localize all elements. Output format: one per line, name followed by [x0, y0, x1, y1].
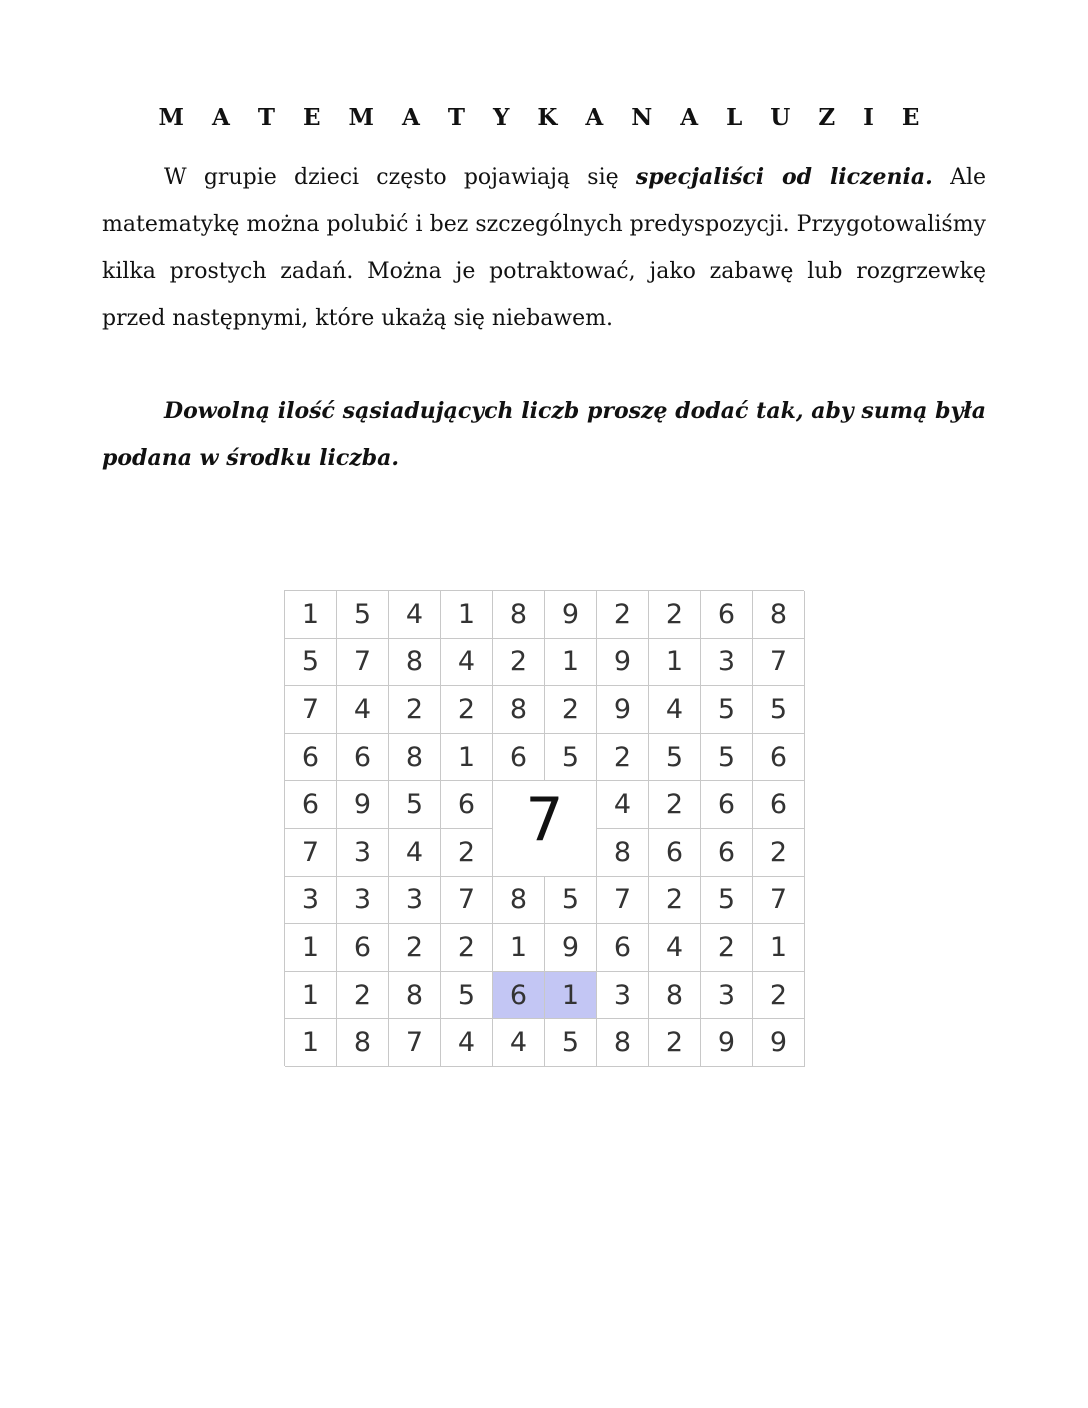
grid-cell[interactable]: 6 [701, 591, 753, 639]
grid-cell[interactable]: 4 [493, 1019, 545, 1067]
grid-cell[interactable]: 8 [389, 972, 441, 1020]
grid-cell[interactable]: 5 [753, 686, 805, 734]
grid-cell[interactable]: 3 [337, 829, 389, 877]
grid-cell[interactable]: 1 [545, 639, 597, 687]
grid-cell[interactable]: 7 [285, 829, 337, 877]
grid-cell[interactable]: 6 [649, 829, 701, 877]
grid-cell[interactable]: 6 [493, 972, 545, 1020]
grid-cell[interactable]: 8 [389, 734, 441, 782]
grid-cell[interactable]: 5 [285, 639, 337, 687]
grid-cell[interactable]: 6 [441, 781, 493, 829]
intro-paragraph [102, 154, 986, 342]
grid-cell[interactable]: 5 [441, 972, 493, 1020]
grid-cell[interactable]: 1 [753, 924, 805, 972]
grid-cell[interactable]: 4 [649, 686, 701, 734]
grid-cell[interactable]: 2 [649, 591, 701, 639]
grid-cell[interactable]: 4 [441, 1019, 493, 1067]
grid-cell[interactable]: 9 [701, 1019, 753, 1067]
grid-cell[interactable]: 8 [493, 686, 545, 734]
grid-cell[interactable]: 6 [493, 734, 545, 782]
grid-cell[interactable]: 1 [285, 1019, 337, 1067]
instruction-paragraph [102, 388, 986, 482]
grid-cell[interactable]: 4 [337, 686, 389, 734]
grid-cell[interactable]: 2 [649, 877, 701, 925]
grid-cell[interactable]: 9 [753, 1019, 805, 1067]
grid-cell[interactable]: 5 [389, 781, 441, 829]
grid-cell[interactable]: 2 [389, 686, 441, 734]
grid-cell[interactable]: 3 [701, 972, 753, 1020]
intro-emphasis: specjaliści od liczenia. [635, 164, 933, 190]
intro-text-end: Ale matematykę można polubić i bez szczególnych predyspozycji. Przygotowaliśmy kilka prostych zadań. Można je potraktować, jako zabawę lub rozgrzewkę przed następnymi, które ukażą się niebawem. [102, 165, 987, 331]
grid-cell[interactable]: 6 [701, 781, 753, 829]
grid-cell[interactable]: 6 [597, 924, 649, 972]
page-title: M A T E M A T Y K A N A L U Z I E [158, 104, 930, 131]
grid-cell[interactable]: 4 [649, 924, 701, 972]
grid-cell[interactable]: 2 [701, 924, 753, 972]
grid-cell[interactable]: 6 [753, 734, 805, 782]
grid-cell[interactable]: 2 [545, 686, 597, 734]
grid-cell[interactable]: 1 [441, 591, 493, 639]
grid-cell[interactable]: 8 [753, 591, 805, 639]
grid-cell[interactable]: 5 [701, 734, 753, 782]
grid-cell[interactable]: 2 [441, 924, 493, 972]
grid-cell[interactable]: 2 [753, 972, 805, 1020]
grid-cell[interactable]: 8 [493, 591, 545, 639]
grid-cell[interactable]: 5 [545, 877, 597, 925]
number-puzzle-grid [284, 590, 804, 1066]
grid-cell[interactable]: 2 [441, 686, 493, 734]
grid-cell[interactable]: 2 [753, 829, 805, 877]
grid-cell[interactable]: 6 [337, 734, 389, 782]
target-sum: 7 [493, 781, 597, 876]
grid-cell[interactable]: 8 [337, 1019, 389, 1067]
grid-cell[interactable]: 5 [701, 877, 753, 925]
grid-cell[interactable]: 7 [597, 877, 649, 925]
grid-cell[interactable]: 1 [649, 639, 701, 687]
grid-cell[interactable]: 4 [389, 829, 441, 877]
grid-cell[interactable]: 5 [701, 686, 753, 734]
grid-cell[interactable]: 8 [493, 877, 545, 925]
grid-cell[interactable]: 4 [441, 639, 493, 687]
grid-cell[interactable]: 5 [337, 591, 389, 639]
grid-cell[interactable]: 3 [389, 877, 441, 925]
grid-cell[interactable]: 9 [597, 639, 649, 687]
grid-cell[interactable]: 4 [389, 591, 441, 639]
grid-cell[interactable]: 3 [285, 877, 337, 925]
grid-cell[interactable]: 1 [285, 924, 337, 972]
grid-cell[interactable]: 6 [337, 924, 389, 972]
grid-cell[interactable]: 5 [649, 734, 701, 782]
grid-cell[interactable]: 9 [545, 924, 597, 972]
grid-cell[interactable]: 7 [337, 639, 389, 687]
grid-cell[interactable]: 3 [701, 639, 753, 687]
grid-cell[interactable]: 7 [285, 686, 337, 734]
grid-cell[interactable]: 6 [753, 781, 805, 829]
grid-cell[interactable]: 2 [441, 829, 493, 877]
grid-cell[interactable]: 2 [597, 734, 649, 782]
grid-cell[interactable]: 8 [649, 972, 701, 1020]
grid-cell[interactable]: 2 [649, 781, 701, 829]
grid-cell[interactable]: 6 [285, 781, 337, 829]
grid-cell[interactable]: 1 [493, 924, 545, 972]
grid-cell[interactable]: 4 [597, 781, 649, 829]
grid-cell[interactable]: 1 [545, 972, 597, 1020]
grid-cell[interactable]: 1 [285, 591, 337, 639]
instruction-text: Dowolną ilość sąsiadujących liczb proszę dodać tak, aby sumą była podana w środku liczba. [102, 398, 986, 471]
grid-cell[interactable]: 2 [337, 972, 389, 1020]
grid-cell[interactable]: 5 [545, 1019, 597, 1067]
grid-cell[interactable]: 9 [597, 686, 649, 734]
grid-cell[interactable]: 8 [597, 829, 649, 877]
grid-cell[interactable]: 7 [389, 1019, 441, 1067]
grid-cell[interactable]: 8 [389, 639, 441, 687]
grid-cell[interactable]: 1 [285, 972, 337, 1020]
grid-cell[interactable]: 1 [441, 734, 493, 782]
grid-cell[interactable]: 6 [285, 734, 337, 782]
grid-cell[interactable]: 3 [597, 972, 649, 1020]
grid-cell[interactable]: 2 [493, 639, 545, 687]
grid-cell[interactable]: 3 [337, 877, 389, 925]
grid-cell[interactable]: 2 [389, 924, 441, 972]
grid-cell[interactable]: 2 [649, 1019, 701, 1067]
grid-cell[interactable]: 8 [597, 1019, 649, 1067]
intro-text-start: W grupie dzieci często pojawiają się [164, 165, 636, 190]
grid-cell[interactable]: 9 [545, 591, 597, 639]
grid-cell[interactable]: 9 [337, 781, 389, 829]
grid-cell[interactable]: 5 [545, 734, 597, 782]
grid-cell[interactable]: 6 [701, 829, 753, 877]
grid-cell[interactable]: 7 [753, 639, 805, 687]
grid-cell[interactable]: 7 [441, 877, 493, 925]
grid-cell[interactable]: 7 [753, 877, 805, 925]
grid-cell[interactable]: 2 [597, 591, 649, 639]
